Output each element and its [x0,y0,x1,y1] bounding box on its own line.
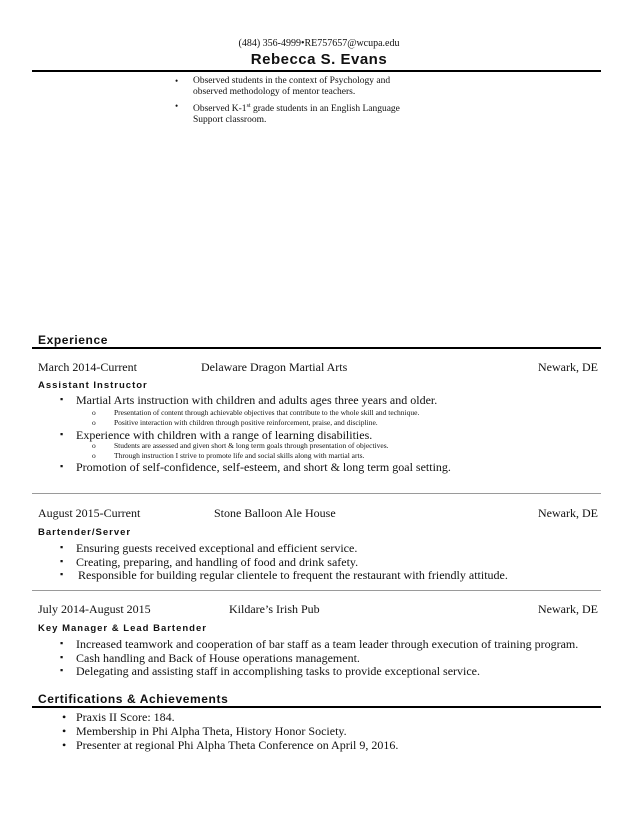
bullet-marker: • [62,724,67,738]
circle-bullet-icon: o [92,451,96,460]
job-date: August 2015-Current [38,506,141,520]
square-bullet-icon: ▪ [60,461,64,471]
job-date: July 2014-August 2015 [38,602,151,616]
contact-line: (484) 356-4999•RE757657@wcupa.edu [238,38,400,49]
job-organization: Kildare’s Irish Pub [229,602,320,616]
job-divider [32,493,601,494]
job-role: Assistant Instructor [38,380,148,391]
circle-bullet-icon: o [92,408,96,417]
square-bullet-icon: ▪ [60,652,64,662]
square-bullet-icon: ▪ [60,556,64,566]
job-header [38,506,598,520]
observation-text: Observed K-1st grade students in an English Language Support classroom. [193,103,400,126]
square-bullet-icon: ▪ [60,665,64,675]
section-heading-experience: Experience [38,333,109,347]
job-divider [32,590,601,591]
square-bullet-icon: ▪ [60,569,64,579]
circle-bullet-icon: o [92,441,96,450]
bullet-marker: • [175,76,179,86]
section-rule [32,706,601,708]
job-organization: Delaware Dragon Martial Arts [201,360,348,374]
job-location: Newark, DE [538,602,598,616]
job-location: Newark, DE [538,506,598,520]
observation-text: Observed students in the context of Psychology and observed methodology of mentor teachers. [193,76,391,97]
circle-bullet-icon: o [92,418,96,427]
bullet-marker: • [62,738,67,752]
section-heading-certifications: Certifications & Achievements [38,692,229,706]
job-header [38,602,598,616]
square-bullet-icon: ▪ [60,542,64,552]
square-bullet-icon: ▪ [60,394,64,404]
observation-item [175,76,435,100]
job-location: Newark, DE [538,360,598,374]
bullet-marker: • [62,710,67,724]
job-role: Key Manager & Lead Bartender [38,623,207,634]
observation-item [175,101,435,125]
square-bullet-icon: ▪ [60,429,64,439]
bullet-marker: • [175,101,179,111]
header-rule [32,70,601,72]
job-role: Bartender/Server [38,527,132,538]
job-header [38,360,598,374]
job-organization: Stone Balloon Ale House [214,506,336,520]
square-bullet-icon: ▪ [60,638,64,648]
section-rule [32,347,601,349]
resume-name: Rebecca S. Evans [250,51,388,68]
job-date: March 2014-Current [38,360,137,374]
